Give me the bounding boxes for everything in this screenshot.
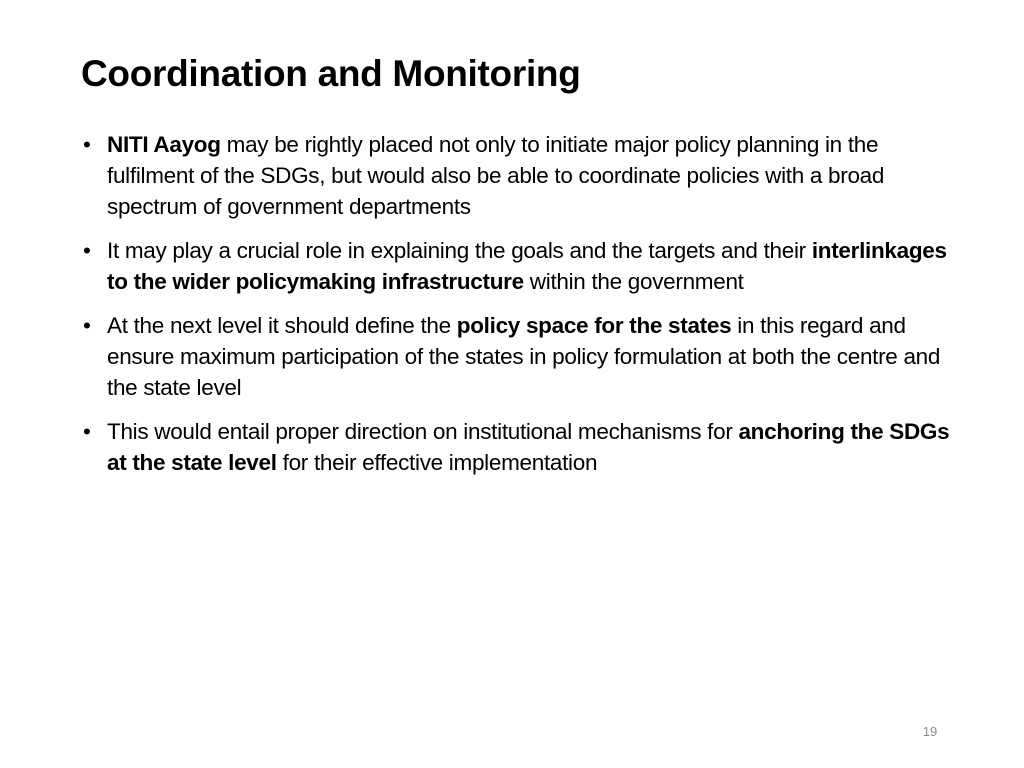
page-number: 19 bbox=[922, 724, 938, 739]
bullet-text: At the next level it should define the bbox=[107, 313, 457, 338]
bullet-text: in this regard and ensure maximum participation of the states in policy formulation at both the centre and the state level bbox=[107, 313, 941, 400]
bullet-item-policy-space bbox=[81, 310, 961, 403]
bullet-dot-icon: • bbox=[83, 238, 91, 263]
bullet-item-crucial-role bbox=[81, 235, 961, 297]
bullet-text: This would entail proper direction on institutional mechanisms for bbox=[107, 419, 739, 444]
bullet-text: for their effective implementation bbox=[276, 450, 598, 475]
bullet-dot-icon: • bbox=[83, 419, 91, 444]
bullet-text: may be rightly placed not only to initiate major policy planning in the fulfilment of the SDGs, but would also be able to coordinate policies with a broad spectrum of government departments bbox=[107, 132, 885, 219]
bullet-text: It may play a crucial role in explaining the goals and the targets and their bbox=[107, 238, 812, 263]
bullet-list bbox=[81, 129, 961, 491]
slide-title: Coordination and Monitoring bbox=[81, 53, 581, 94]
bullet-bold-text: policy space for the states bbox=[456, 313, 732, 338]
bullet-dot-icon: • bbox=[83, 313, 91, 338]
bullet-item-niti-aayog bbox=[81, 129, 961, 222]
bullet-dot-icon: • bbox=[83, 132, 91, 157]
bullet-text: within the government bbox=[523, 269, 744, 294]
bullet-item-anchoring-sdgs bbox=[81, 416, 961, 478]
bullet-bold-text: NITI Aayog bbox=[107, 132, 221, 157]
bullet-bold-text: anchoring the SDGs at the state level bbox=[107, 419, 950, 475]
bullet-bold-text: interlinkages to the wider policymaking infrastructure bbox=[107, 238, 947, 294]
